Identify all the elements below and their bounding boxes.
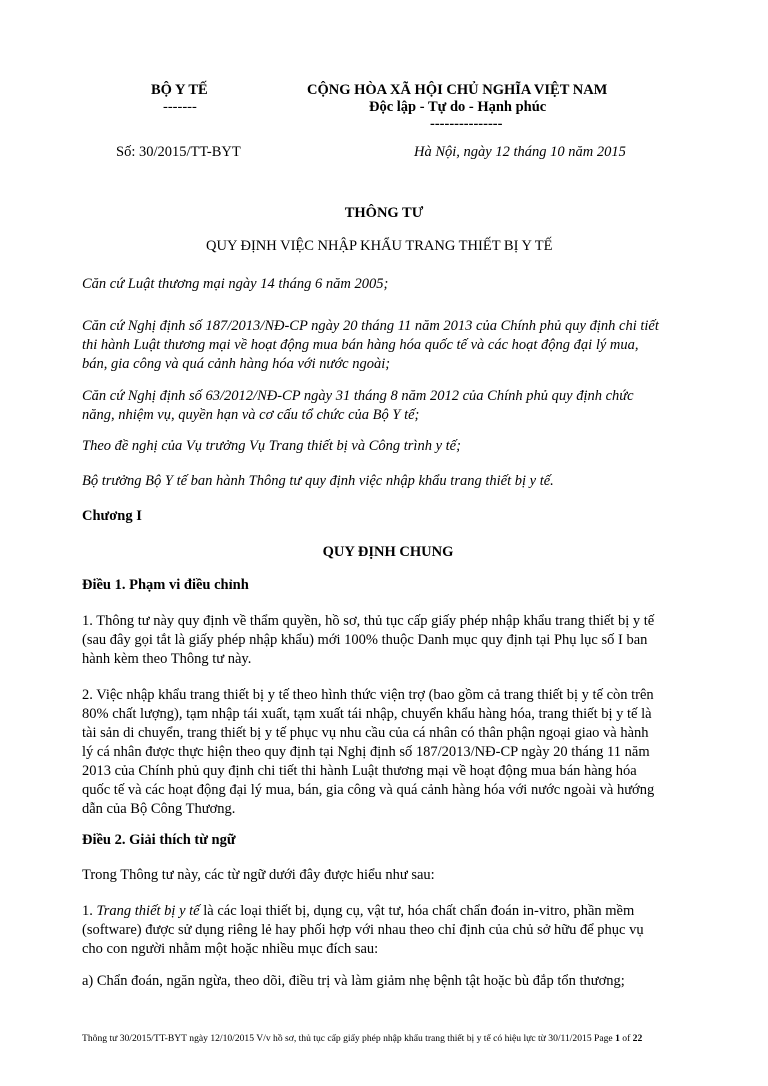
document-subject: QUY ĐỊNH VIỆC NHẬP KHẨU TRANG THIẾT BỊ Y TẾ	[206, 238, 553, 254]
article-1-heading: Điều 1. Phạm vi điều chỉnh	[82, 577, 249, 593]
chapter-title: QUY ĐỊNH CHUNG	[322, 544, 454, 560]
ministry-separator: -------	[163, 99, 197, 115]
article-2-definition-1: 1. Trang thiết bị y tế là các loại thiết bị, dụng cụ, vật tư, hóa chất chẩn đoán in-vitro, phần mềm (software) được sử dụng riêng lẻ hay phối hợp với nhau theo chỉ định của chủ sở hữu để phục vụ cho con người nhằm một hoặc nhiều mục đích sau:	[82, 903, 644, 957]
motto-separator: ---------------	[430, 116, 503, 132]
preamble-issuance: Bộ trưởng Bộ Y tế ban hành Thông tư quy định việc nhập khẩu trang thiết bị y tế.	[82, 473, 554, 489]
article-1-clause-2: 2. Việc nhập khẩu trang thiết bị y tế theo hình thức viện trợ (bao gồm cả trang thiết bị y tế còn trên 80% chất lượng), tạm nhập tái xuất, tạm xuất tái nhập, chuyển khẩu hàng hóa, trang thiết bị y tế là tài sản di chuyển, trang thiết bị y tế phục vụ nhu cầu của cá nhân có thân phận ngoại giao và hành lý cá nhân được thực hiện theo quy định tại Nghị định số 187/2013/NĐ-CP ngày 20 tháng 11 năm 2013 của Chính phủ quy định chi tiết thi hành Luật thương mại về hoạt động mua bán hàng hóa quốc tế và các hoạt động đại lý mua, bán, gia công và quá cảnh hàng hóa với nước ngoài và hướng dẫn của Bộ Công Thương.	[82, 687, 655, 817]
ministry-name: BỘ Y TẾ	[151, 82, 208, 98]
page-footer: Thông tư 30/2015/TT-BYT ngày 12/10/2015 V/v hồ sơ, thủ tục cấp giấy phép nhập khẩu trang thiết bị y tế có hiệu lực từ 30/11/2015 Page 1 of 22	[82, 1033, 643, 1044]
document-number: Số: 30/2015/TT-BYT	[116, 144, 241, 160]
preamble-legal-basis-1: Căn cứ Luật thương mại ngày 14 tháng 6 năm 2005;	[82, 276, 389, 292]
article-2-heading: Điều 2. Giải thích từ ngữ	[82, 832, 236, 848]
article-2-item-a: a) Chẩn đoán, ngăn ngừa, theo dõi, điều trị và làm giảm nhẹ bệnh tật hoặc bù đắp tổn thương;	[82, 973, 625, 989]
preamble-legal-basis-3: Căn cứ Nghị định số 63/2012/NĐ-CP ngày 31 tháng 8 năm 2012 của Chính phủ quy định chức năng, nhiệm vụ, quyền hạn và cơ cấu tổ chức của Bộ Y tế;	[82, 388, 634, 423]
article-1-clause-1: 1. Thông tư này quy định về thẩm quyền, hồ sơ, thủ tục cấp giấy phép nhập khẩu trang thiết bị y tế (sau đây gọi tắt là giấy phép nhập khẩu) mới 100% thuộc Danh mục quy định tại Phụ lục số I ban hành kèm theo Thông tư này.	[82, 613, 655, 667]
national-motto: Độc lập - Tự do - Hạnh phúc	[369, 99, 547, 115]
page-number: 1	[615, 1033, 620, 1044]
article-2-intro: Trong Thông tư này, các từ ngữ dưới đây được hiểu như sau:	[82, 867, 435, 883]
defined-term: Trang thiết bị y tế	[96, 903, 200, 919]
country-name: CỘNG HÒA XÃ HỘI CHỦ NGHĨA VIỆT NAM	[307, 82, 608, 98]
preamble-proposal: Theo đề nghị của Vụ trưởng Vụ Trang thiết bị và Công trình y tế;	[82, 438, 461, 454]
document-type-title: THÔNG TƯ	[344, 205, 424, 221]
page-total: 22	[632, 1033, 643, 1044]
place-and-date: Hà Nội, ngày 12 tháng 10 năm 2015	[414, 144, 626, 160]
chapter-label: Chương I	[82, 508, 142, 524]
preamble-legal-basis-2: Căn cứ Nghị định số 187/2013/NĐ-CP ngày 20 tháng 11 năm 2013 của Chính phủ quy định chi tiết thi hành Luật thương mại về hoạt động mua bán hàng hóa quốc tế và các hoạt động đại lý mua, bán, gia công và quá cảnh hàng hóa với nước ngoài;	[82, 318, 659, 372]
